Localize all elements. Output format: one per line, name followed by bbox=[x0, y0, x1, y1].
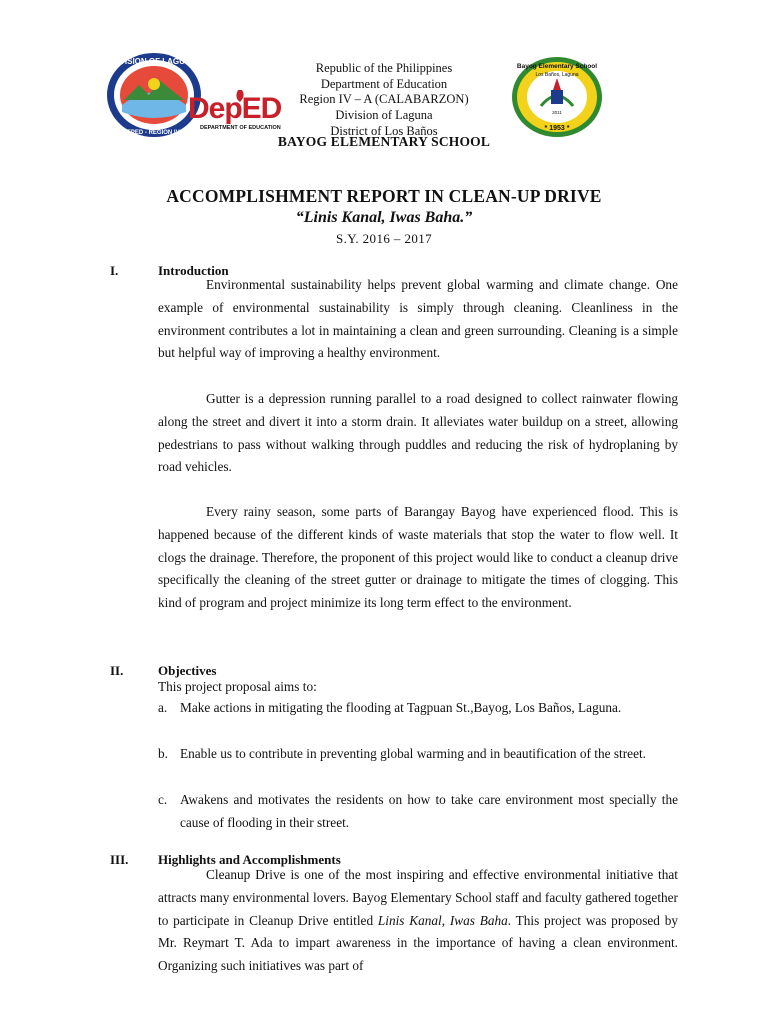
school-name: BAYOG ELEMENTARY SCHOOL bbox=[277, 134, 491, 149]
report-slogan: “Linis Kanal, Iwas Baha.” bbox=[295, 209, 473, 226]
project-name-italic: Linis Kanal, Iwas Baha bbox=[377, 912, 508, 928]
objective-text: Enable us to contribute in preventing global warming and in beautification of the street. bbox=[180, 746, 646, 761]
objectives-lead: This project proposal aims to: bbox=[158, 679, 317, 694]
objective-text: Make actions in mitigating the flooding at Tagpuan St.,Bayog, Los Baños, Laguna. bbox=[180, 700, 622, 715]
svg-text:Los Baños, Laguna: Los Baños, Laguna bbox=[535, 72, 579, 78]
school-year: S.Y. 2016 – 2017 bbox=[335, 231, 433, 246]
section-title-objectives: Objectives bbox=[158, 663, 217, 678]
letterhead-line: District of Los Baños bbox=[330, 123, 438, 138]
section-number: II. bbox=[110, 663, 124, 678]
objective-text: Awakens and motivates the residents on how to take care environment most specially the cause of flooding in their street. bbox=[180, 792, 678, 830]
letterhead-line: Division of Laguna bbox=[335, 108, 433, 123]
intro-paragraph-1: Environmental sustainability helps prevent global warming and climate change. One example of environmental sustainability is simply through cleaning. Cleanliness in the environment contributes a lot in maintaining a clean and green surrounding. Cleaning is a simple but helpful way of improving a healthy environment. bbox=[158, 277, 678, 361]
section-number: III. bbox=[110, 852, 129, 867]
section-title-introduction: Introduction bbox=[158, 263, 229, 278]
highlights-paragraph-1 bbox=[158, 864, 678, 978]
svg-text:* 1953 *: * 1953 * bbox=[544, 125, 570, 132]
letterhead-line: Department of Education bbox=[320, 76, 448, 91]
objective-letter: a. bbox=[158, 700, 168, 715]
svg-text:Bayog Elementary School: Bayog Elementary School bbox=[516, 63, 598, 70]
report-title: ACCOMPLISHMENT REPORT IN CLEAN-UP DRIVE bbox=[166, 186, 602, 206]
objective-item bbox=[158, 743, 678, 766]
svg-text:DepED: DepED bbox=[188, 92, 282, 125]
svg-text:DEPED - REGION IV A: DEPED - REGION IV A bbox=[122, 130, 186, 136]
objective-letter: b. bbox=[158, 746, 168, 761]
objective-item bbox=[158, 789, 678, 835]
letterhead-line: Region IV – A (CALABARZON) bbox=[299, 92, 469, 107]
svg-text:DIVISION OF LAGUNA: DIVISION OF LAGUNA bbox=[111, 57, 197, 66]
intro-paragraph-2: Gutter is a depression running parallel to a road designed to collect rainwater flowing along the street and divert it into a storm drain. It alleviates water buildup on a street, allowing pedestrians to pass without walking through puddles and reducing the risk of hydroplaning by road vehicles. bbox=[158, 391, 678, 475]
section-title-highlights: Highlights and Accomplishments bbox=[158, 852, 341, 867]
section-number: I. bbox=[110, 263, 119, 278]
objective-letter: c. bbox=[158, 792, 168, 807]
objective-item bbox=[158, 697, 678, 720]
highlights-text: . This project was proposed by Mr. Reymart T. Ada to impart awareness in the importance of having a clean environment. Organizing such initiatives was part of bbox=[158, 912, 678, 974]
svg-text:2011: 2011 bbox=[552, 110, 562, 115]
highlights-text: Cleanup Drive is one of the most inspiring and effective environmental initiative that attracts many environmental lovers. Bayog Elementary School staff and faculty gathered together to participate in Cleanup Drive entitled bbox=[158, 867, 678, 928]
intro-paragraph-3: Every rainy season, some parts of Barangay Bayog have experienced flood. This is happened because of the different kinds of waste materials that stop the water to flow well. It clogs the drainage. Therefore, the proponent of this project would like to conduct a cleanup drive specifically the cleaning of the street gutter or drainage to mitigate the times of clogging. This kind of program and project minimize its long term effect to the environment. bbox=[158, 504, 678, 611]
letterhead-lines bbox=[234, 61, 534, 140]
letterhead-line: Republic of the Philippines bbox=[315, 61, 453, 75]
svg-text:DEPARTMENT OF EDUCATION: DEPARTMENT OF EDUCATION bbox=[200, 125, 281, 131]
